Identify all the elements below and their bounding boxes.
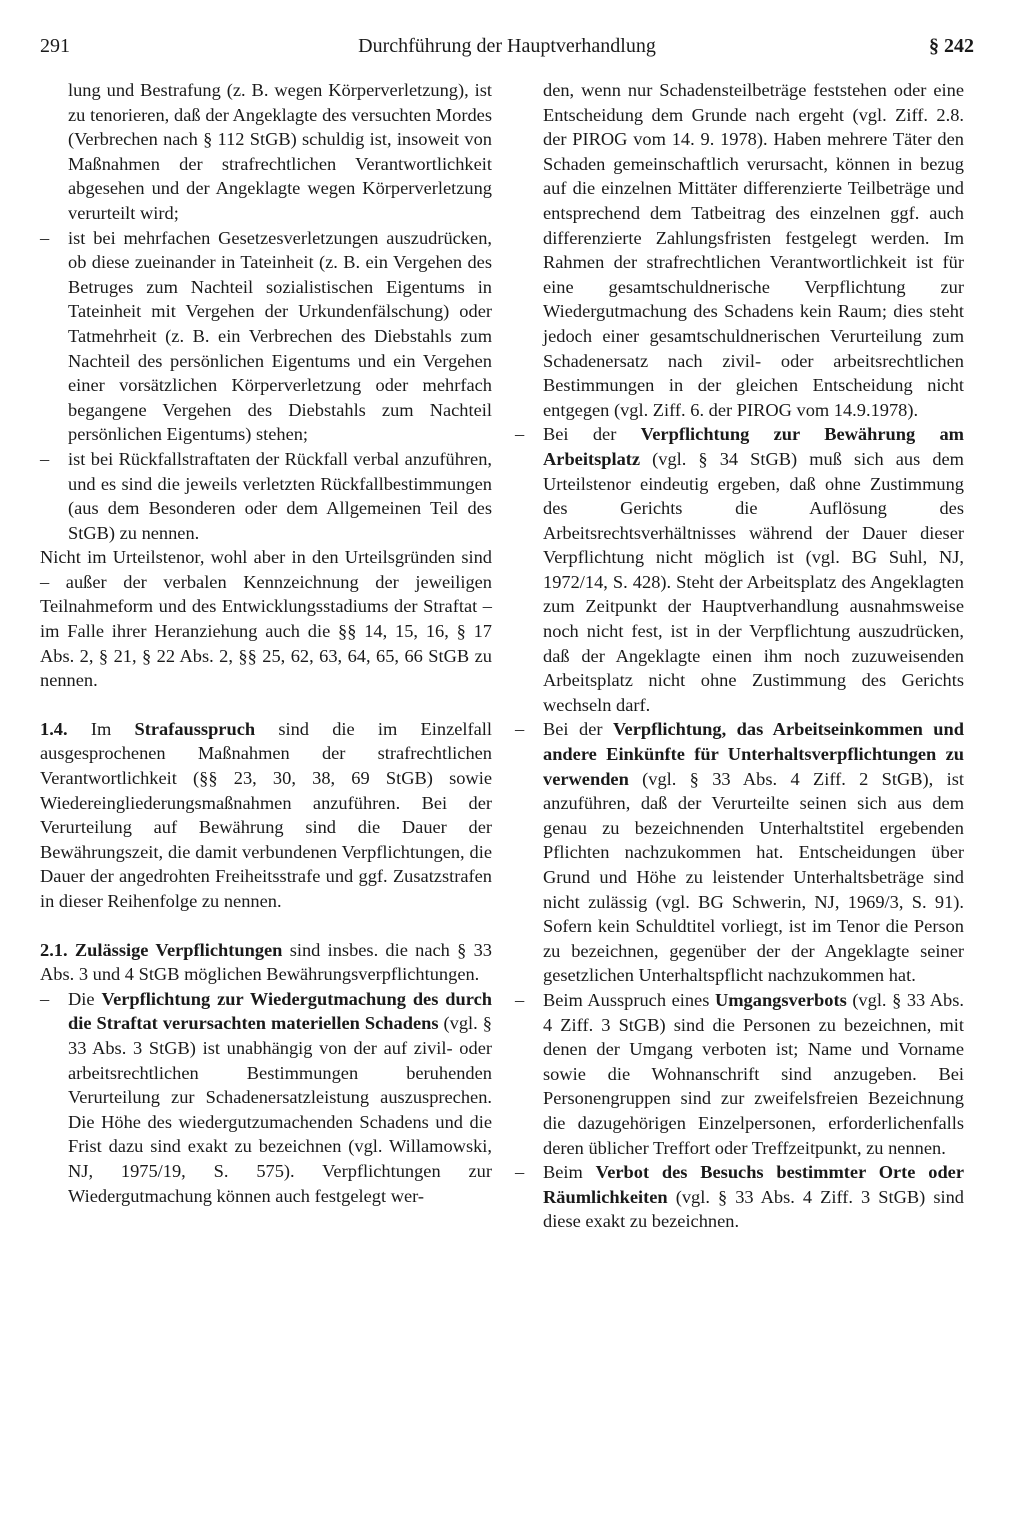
list-item-orte [515, 1160, 964, 1234]
list-item-umgangsverbot [515, 988, 964, 1160]
list-item-unterhalt [515, 717, 964, 988]
bold-term: Verpflichtung zur Bewährung am Arbeitsplatz [543, 424, 964, 469]
text: Beim Ausspruch eines [543, 989, 710, 1010]
bold-term: Verbot des Besuchs bestimmter Orte oder Räumlichkeiten [543, 1162, 964, 1207]
section-number: § 242 [929, 35, 974, 57]
text: Bei der [543, 424, 617, 445]
bold-term: Zulässige Verpflichtungen [74, 939, 283, 960]
list-item-text: (vgl. § 33 Abs. 4 Ziff. 3 StGB) sind die Personen zu bezeichnen, mit denen der Umgang verboten ist; Name und Vorname sowie die Wohnanschrift sind anzugeben. Bei Personengruppen sind zur zweifelsfreien Bezeichnung die dazugehörigen Einzelpersonen, erforderlichenfalls deren üblicher Treffort oder Treffzeitpunkt, zu nennen. [543, 989, 964, 1158]
text: Die [68, 988, 95, 1009]
list-item-text: ist bei mehrfachen Gesetzesverletzungen auszudrücken, ob diese zueinander in Tateinheit (z. B. ein Vergehen des Betruges zum Nachteil sozialistischen Eigentums in Tateinheit mit Vergehen der Urkundenfälschung) oder Tatmehrheit (z. B. ein Verbrechen des Diebstahls zum Nachteil des persönlichen Eigentums und ein Vergehen einer vorsätzlichen Körperverletzung oder mehrfach begangene Vergehen des Diebstahls zum Nachteil persönlichen Eigentums) stehen; [68, 227, 492, 445]
paragraph-urteilsgruende: Nicht im Urteilstenor, wohl aber in den Urteilsgründen sind – außer der verbalen Kennzeichnung der jeweiligen Teilnahmeform und des Entwicklungsstadiums der Straftat – im Falle ihrer Heranziehung auch die §§ 14, 15, 16, § 17 Abs. 2, § 21, § 22 Abs. 2, §§ 25, 62, 63, 64, 65, 66 StGB zu nennen. [40, 547, 492, 691]
list-item-text: ist bei Rückfallstraftaten der Rückfall verbal anzuführen, und es sind die jeweils verletzten Rückfallbestimmungen (aus dem Besonderen oder dem Allgemeinen Teil des StGB) zu nennen. [68, 448, 492, 543]
list-item-tateinheit [40, 226, 492, 447]
text: Beim [543, 1162, 583, 1183]
section-number: 2.1. [40, 939, 68, 960]
list-item-text: (vgl. § 33 Abs. 4 Ziff. 3 StGB) sind diese exakt zu bezeichnen. [543, 1186, 964, 1232]
bold-term: Verpflichtung, das Arbeitseinkommen und andere Einkünfte für Unterhaltsverpflichtungen zu verwenden [543, 719, 964, 789]
running-header [40, 30, 974, 62]
section-text: sind die im Einzelfall ausgesprochenen Maßnahmen der strafrechtlichen Verantwortlichkeit (§§ 23, 30, 38, 69 StGB) sowie Wiedereingliederungsmaßnahmen anzuführen. Bei der Verurteilung auf Bewährung sind die Dauer der Bewährungszeit, die damit verbundenen Verpflichtungen, die Dauer der angedrohten Freiheitsstrafe und ggf. Zusatzstrafen in dieser Reihenfolge zu nennen. [40, 718, 493, 911]
right-column [515, 78, 964, 1234]
section-number: 1.4. [40, 718, 68, 739]
list-dash: – [515, 989, 525, 1010]
paragraph-continuation: den, wenn nur Schadensteilbeträge feststehen oder eine Entscheidung dem Grunde nach ergeht (vgl. Ziff. 2.8. der PIROG vom 14. 9. 1978). Haben mehrere Täter den Schaden gemeinschaftlich verursacht, können in bezug auf die einzelnen Mittäter differenzierte Teilbeträge und entsprechend dem Tatbeitrag des einzelnen ggf. auch differenzierte Zahlungsfristen festgelegt werden. Im Rahmen der strafrechtlichen Verantwortlichkeit ist für eine gesamtschuldnerische Verpflichtung zur Wiedergutmachung des Schadens kein Raum; dies steht jedoch einer gesamtschuldnerischen Verurteilung zum Schadenersatz nach zivil- oder arbeitsrechtlichen Bestimmungen in der gleichen Entscheidung nicht entgegen (vgl. Ziff. 6. der PIROG vom 14.9.1978). [543, 80, 964, 420]
list-dash: – [40, 448, 50, 469]
list-item-wiedergutmachung [40, 987, 492, 1208]
text: Bei der [543, 719, 603, 740]
left-column [40, 78, 492, 1208]
list-item-text: (vgl. § 33 Abs. 4 Ziff. 2 StGB), ist anzuführen, daß der Verurteilte seinen sich aus dem genau zu bezeichnenden Unterhaltstitel ergebenden Pflichten nachzukommen hat. Entscheidungen über Grund und Höhe zu leistender Unterhaltsbeträge sind nicht zulässig (vgl. BG Schwerin, NJ, 1969/3, S. 91). Sofern kein Schuldtitel vorliegt, ist im Tenor die Person zu bezeichnen, gegenüber der der Angeklagte seiner gesetzlichen Unterhaltspflicht nachzukommen hat. [543, 768, 964, 986]
page-number: 291 [40, 35, 70, 57]
section-text: sind insbes. die nach § 33 Abs. 3 und 4 StGB möglichen Bewährungsverpflichtungen. [40, 939, 492, 985]
bold-term: Umgangsverbots [714, 989, 847, 1010]
text: Im [90, 718, 112, 739]
bold-term: Verpflichtung zur Wiedergutmachung des durch die Straftat verursachten materiellen Schadens [68, 988, 492, 1034]
section-1-4 [40, 717, 492, 914]
list-item-text: (vgl. § 34 StGB) muß sich aus dem Urteilstenor eindeutig ergeben, daß ohne Zustimmung des Gerichts die Auflösung des Arbeitsrechtsverhältnisses während der Dauer dieser Verpflichtung nicht möglich ist (vgl. BG Suhl, NJ, 1972/14, S. 428). Steht der Arbeitsplatz des Angeklagten zum Zeitpunkt der Hauptverhandlung ausnahmsweise noch nicht fest, ist in der Verpflichtung auszudrücken, daß der Angeklagte einen ihm noch zuzuweisenden Arbeitsplatz nicht ohne Zustimmung des Gerichts wechseln darf. [543, 448, 964, 715]
list-dash: – [515, 719, 525, 740]
list-dash: – [515, 1162, 525, 1183]
paragraph-continuation: lung und Bestrafung (z. B. wegen Körperverletzung), ist zu tenorieren, daß der Angeklagte des versuchten Mordes (Verbrechen nach § 112 StGB) schuldig ist, insoweit von Maßnahmen der strafrechtlichen Verantwortlichkeit abgesehen und der Angeklagte wegen Körperverletzung verurteilt wird; [68, 80, 492, 223]
section-2-1 [40, 938, 492, 987]
running-title: Durchführung der Hauptverhandlung [358, 35, 656, 57]
list-dash: – [40, 988, 50, 1009]
list-dash: – [40, 227, 50, 248]
list-item-rueckfall [40, 447, 492, 545]
list-item-text: (vgl. § 33 Abs. 3 StGB) ist unabhängig von der auf zivil- oder arbeitsrechtlichen Bestimmungen beruhenden Verurteilung zur Schadenersatzleistung auszusprechen. Die Höhe des wiedergutzumachenden Schadens und die Frist dazu sind exakt zu bezeichnen (vgl. Willamowski, NJ, 1975/19, S. 575). Verpflichtungen zur Wiedergutmachung können auch festgelegt wer- [68, 1013, 492, 1206]
list-dash: – [515, 424, 525, 445]
bold-term: Strafausspruch [134, 718, 256, 739]
list-item-bewaehrung [515, 422, 964, 717]
